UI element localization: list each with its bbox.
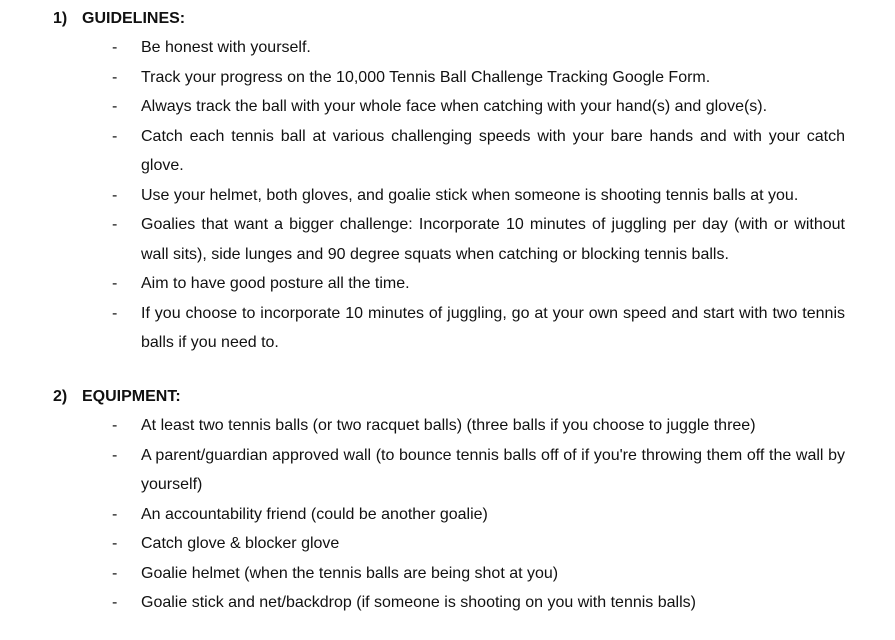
list-item-text: Aim to have good posture all the time. — [141, 275, 410, 292]
list-item — [0, 441, 895, 500]
equipment-list — [0, 411, 895, 618]
list-item — [0, 529, 895, 559]
list-item — [0, 500, 895, 530]
list-item-text: A parent/guardian approved wall (to bounce tennis balls off of if you're throwing them off the wall by yourself) — [141, 446, 845, 493]
list-item — [0, 411, 895, 441]
bullet-dash: - — [112, 505, 118, 523]
section-title: EQUIPMENT: — [82, 388, 181, 405]
list-item — [0, 63, 895, 93]
bullet-dash: - — [112, 417, 118, 434]
bullet-dash: - — [112, 275, 118, 292]
section-heading — [0, 382, 895, 411]
list-item-text: An accountability friend (could be another goalie) — [141, 505, 488, 523]
section-guidelines — [0, 4, 895, 358]
bullet-dash: - — [112, 446, 118, 464]
bullet-dash: - — [112, 564, 118, 582]
list-item-text: Be honest with yourself. — [141, 39, 311, 56]
list-item-text: Catch glove & blocker glove — [141, 535, 340, 552]
section-number: 1) — [53, 10, 68, 27]
bullet-dash: - — [112, 68, 118, 86]
section-equipment — [0, 382, 895, 618]
section-heading — [0, 4, 895, 33]
bullet-dash: - — [112, 127, 118, 145]
bullet-dash: - — [112, 535, 118, 552]
list-item-text: Goalie stick and net/backdrop (if someone is shooting on you with tennis balls) — [141, 594, 696, 611]
list-item-text: Goalies that want a bigger challenge: Incorporate 10 minutes of juggling per day (with or without wall sits), side lunges and 90 degree squats when catching or blocking tennis balls. — [141, 216, 845, 263]
list-item-text: Goalie helmet (when the tennis balls are being shot at you) — [141, 564, 559, 582]
list-item-text: Use your helmet, both gloves, and goalie stick when someone is shooting tennis balls at you. — [141, 186, 799, 204]
list-item — [0, 122, 895, 181]
list-item — [0, 33, 895, 63]
list-item-text: Always track the ball with your whole face when catching with your hand(s) and glove(s). — [141, 98, 768, 115]
bullet-dash: - — [112, 39, 118, 56]
list-item — [0, 181, 895, 211]
bullet-dash: - — [112, 594, 118, 611]
bullet-dash: - — [112, 186, 118, 204]
list-item — [0, 210, 895, 269]
list-item-text: Catch each tennis ball at various challenging speeds with your bare hands and with your catch glove. — [141, 127, 845, 174]
list-item-text: At least two tennis balls (or two racquet balls) (three balls if you choose to juggle three) — [141, 417, 756, 434]
bullet-dash: - — [112, 98, 118, 115]
list-item — [0, 92, 895, 122]
section-title: GUIDELINES: — [82, 10, 186, 27]
list-item-text: If you choose to incorporate 10 minutes of juggling, go at your own speed and start with two tennis balls if you need to. — [141, 304, 845, 351]
section-number: 2) — [53, 388, 68, 405]
list-item — [0, 588, 895, 618]
bullet-dash: - — [112, 216, 118, 233]
list-item — [0, 269, 895, 299]
bullet-dash: - — [112, 304, 118, 322]
list-item-text: Track your progress on the 10,000 Tennis Ball Challenge Tracking Google Form. — [141, 68, 711, 86]
guidelines-list — [0, 33, 895, 358]
list-item — [0, 559, 895, 589]
list-item — [0, 299, 895, 358]
